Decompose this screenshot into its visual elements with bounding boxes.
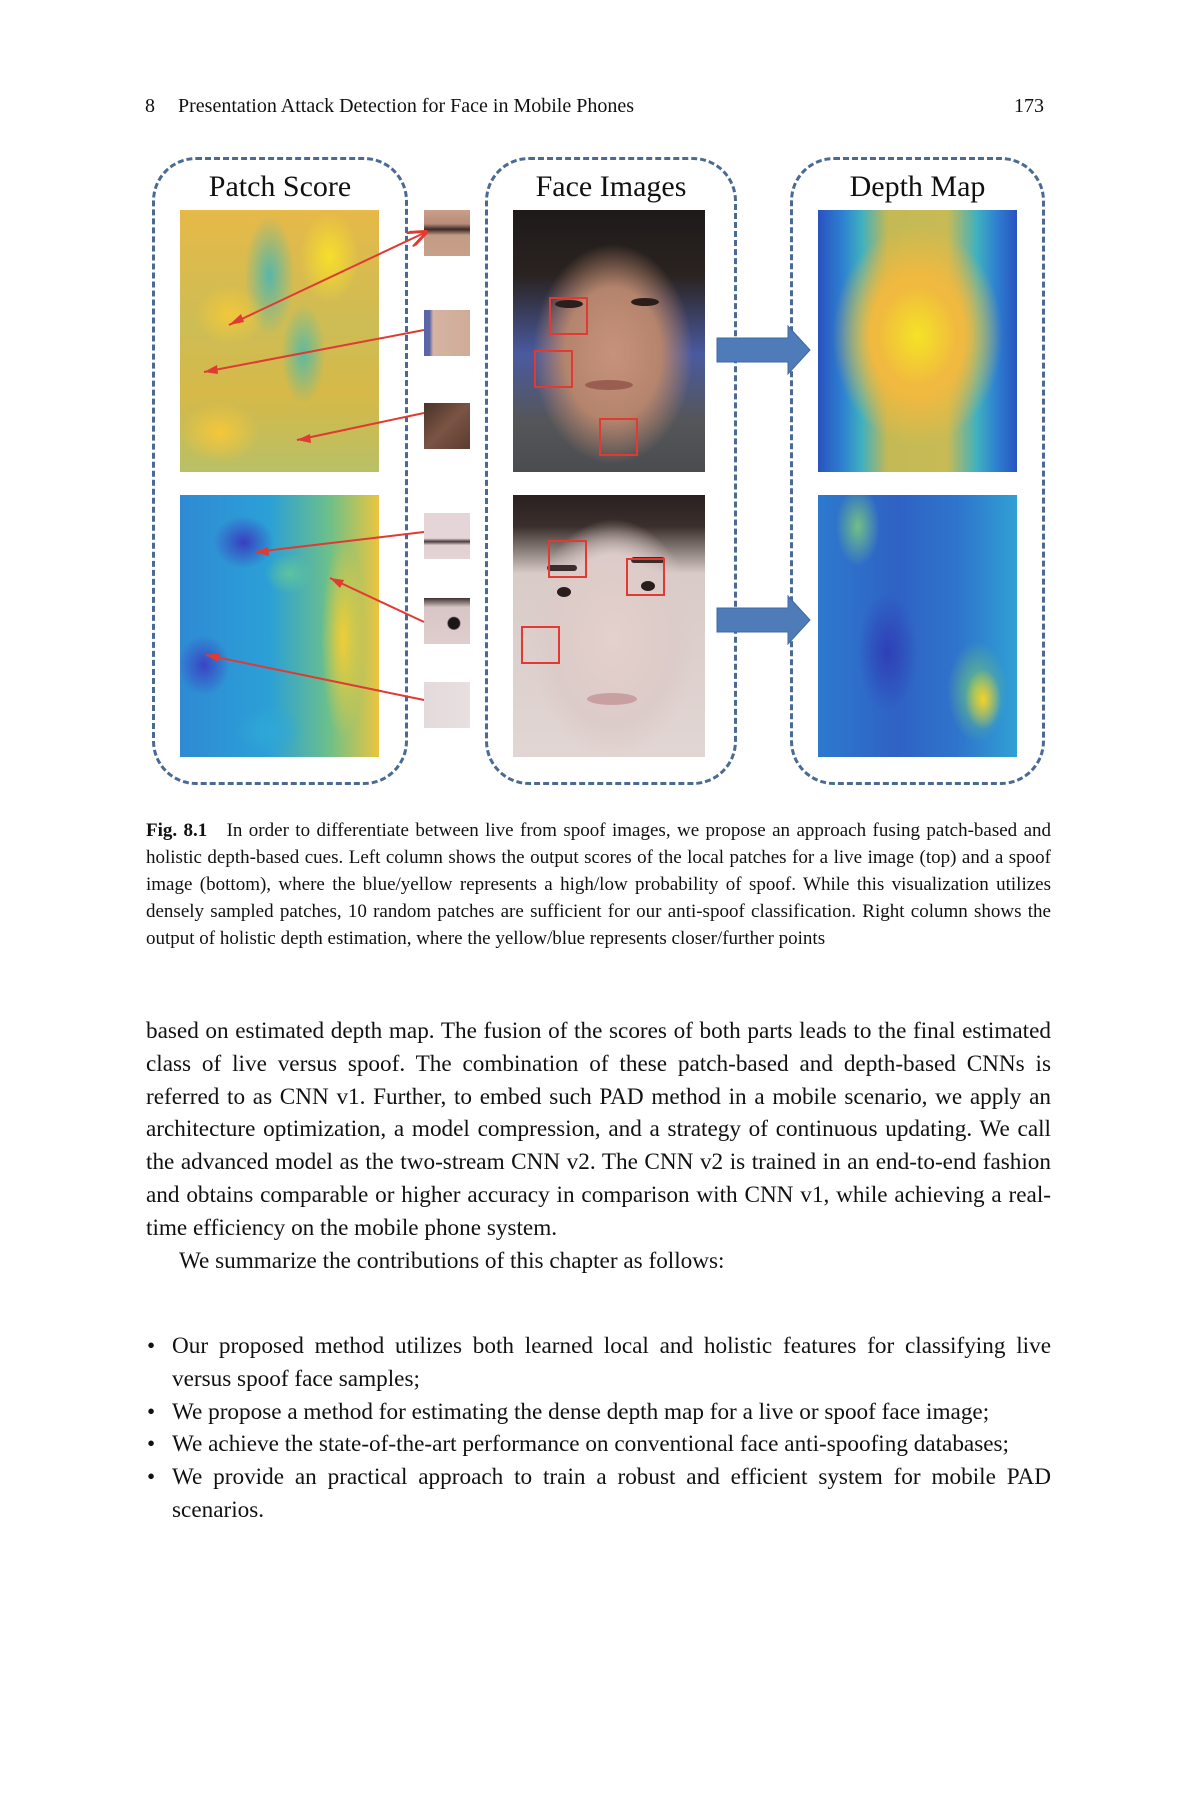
figure-caption bbox=[146, 817, 1051, 952]
red-arrow-icons bbox=[204, 233, 424, 700]
body-paragraph-1: based on estimated depth map. The fusion of the scores of both parts leads to the final estimated class of live versus spoof. The combination of these patch-based and depth-based CNNs is referred to as CNN v1. Further, to embed such PAD method in a mobile scenario, we apply an architecture optimization, a model compression, and a strategy of continuous updating. We call the advanced model as the two-stream CNN v2. The CNN v2 is trained in an end-to-end fashion and obtains comparable or higher accuracy in comparison with CNN v1, while achieving a real-time efficiency on the mobile phone system. bbox=[146, 1018, 1051, 1241]
blue-arrow-icons bbox=[717, 326, 810, 644]
caption-text: In order to differentiate between live from spoof images, we propose an approach fusing patch-based and holistic depth-based cues. Left column shows the output scores of the local patches for a live image (top) and a spoof image (bottom), where the blue/yellow represents a high/low probability of spoof. While this visualization utilizes densely sampled patches, 10 random patches are sufficient for our anti-spoof classification. Right column shows the output of holistic depth estimation, where the yellow/blue represents closer/further points bbox=[146, 820, 1052, 949]
contributions-list bbox=[146, 1330, 1051, 1527]
body-paragraph-2: We summarize the contributions of this chapter as follows: bbox=[179, 1247, 725, 1274]
page-number: 173 bbox=[1014, 95, 1044, 117]
figure-label: Fig. 8.1 bbox=[146, 820, 208, 841]
bullet-icon: • bbox=[147, 1333, 156, 1359]
depth-map-title: Depth Map bbox=[849, 170, 986, 203]
body-text bbox=[146, 1015, 1051, 1277]
chapter-number: 8 bbox=[145, 95, 155, 117]
running-head-title: Presentation Attack Detection for Face in Mobile Phones bbox=[178, 95, 635, 117]
patch-score-title: Patch Score bbox=[208, 170, 352, 203]
list-item: • We propose a method for estimating the dense depth map for a live or spoof face image; bbox=[146, 1396, 1051, 1429]
face-images-title: Face Images bbox=[535, 170, 687, 203]
list-item: • Our proposed method utilizes both learned local and holistic features for classifying live versus spoof face samples; bbox=[146, 1330, 1051, 1396]
list-item: • We achieve the state-of-the-art performance on conventional face anti-spoofing databases; bbox=[146, 1428, 1051, 1461]
figure-8-1 bbox=[0, 0, 1187, 800]
bullet-icon: • bbox=[147, 1398, 156, 1425]
list-item: • We provide an practical approach to train a robust and efficient system for mobile PAD scenarios. bbox=[146, 1461, 1051, 1527]
bullet-icon: • bbox=[147, 1464, 156, 1491]
bullet-icon: • bbox=[147, 1431, 156, 1458]
figure-arrows bbox=[0, 0, 1187, 800]
